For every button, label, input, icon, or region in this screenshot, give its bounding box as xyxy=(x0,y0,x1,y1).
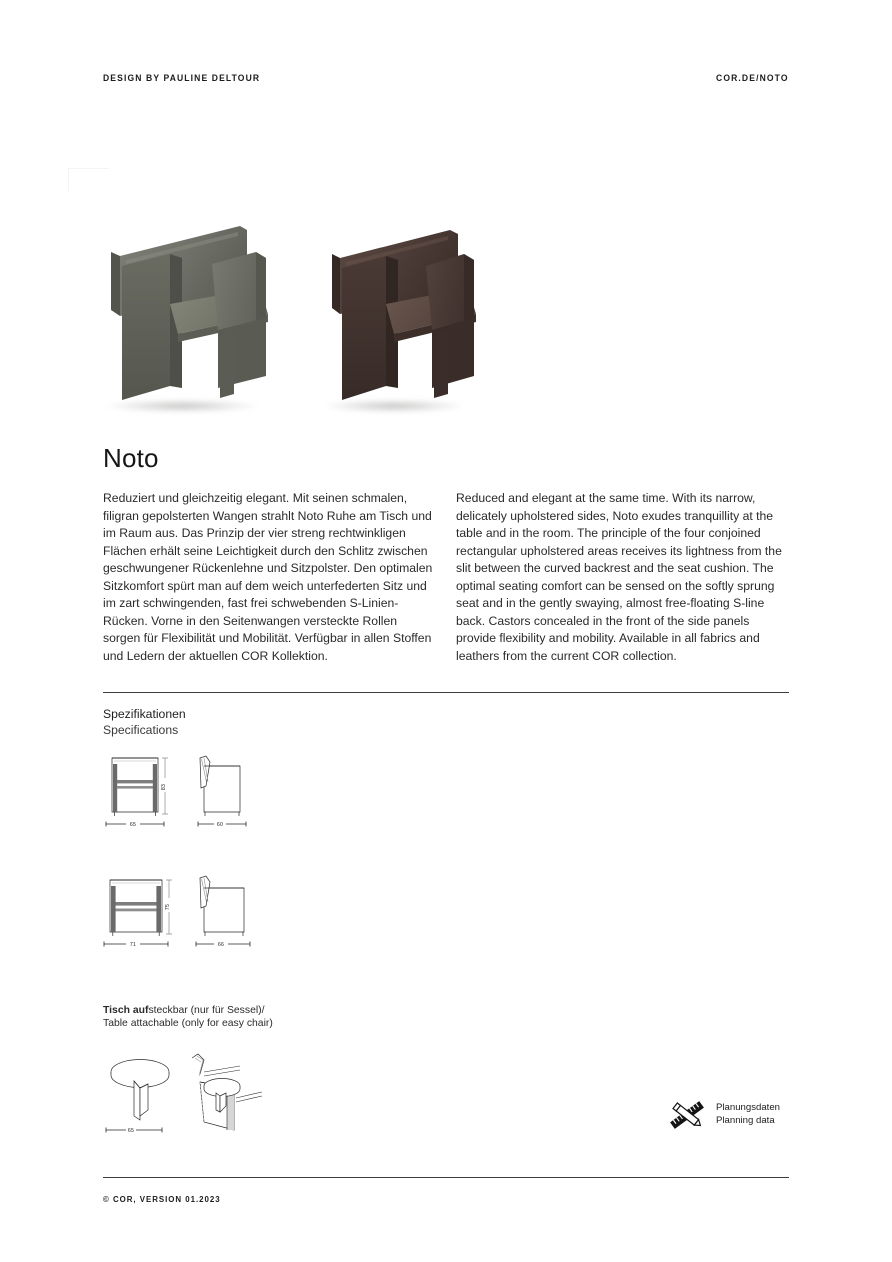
page-title: Noto xyxy=(103,443,159,473)
table-attach-label xyxy=(103,1004,273,1031)
dimension-drawing-row-1 xyxy=(100,752,280,839)
specifications-heading xyxy=(103,707,186,738)
table-attach-rest: steckbar (nur für Sessel)/ xyxy=(148,1005,265,1016)
chair-dimensions-small xyxy=(100,752,280,834)
product-photos xyxy=(100,215,520,415)
table-attach-label-de xyxy=(103,1004,273,1017)
dimension-width-2: 71 xyxy=(129,942,137,948)
footer-divider xyxy=(103,1177,789,1178)
table-attach-label-en: Table attachable (only for easy chair) xyxy=(103,1018,273,1030)
noto-chair-fabric-illustration xyxy=(100,218,276,410)
pencil-ruler-icon xyxy=(668,1098,706,1132)
designer-credit: DESIGN BY PAULINE DELTOUR xyxy=(103,73,261,84)
noto-chair-leather-illustration xyxy=(322,224,482,410)
specifications-heading-en: Specifications xyxy=(103,722,179,737)
photo-noto-chair-leather xyxy=(322,224,482,415)
specifications-divider xyxy=(103,692,789,693)
dimension-height-1: 83 xyxy=(161,783,167,791)
chair-shadow xyxy=(324,399,464,413)
planning-data-label-en: Planning data xyxy=(716,1115,775,1126)
page-header xyxy=(103,73,789,84)
copyright-notice: © COR, VERSION 01.2023 xyxy=(103,1194,221,1204)
dimension-table-width: 65 xyxy=(127,1128,135,1134)
table-attachment-drawing xyxy=(100,1048,280,1144)
dimension-height-2: 75 xyxy=(165,903,171,911)
website-link[interactable]: COR.DE/NOTO xyxy=(716,73,789,84)
planning-data-label-de: Planungsdaten xyxy=(716,1102,781,1114)
description-german: Reduziert und gleichzeitig elegant. Mit seinen schmalen, filigran gepolsterten Wangen strahlt Noto Ruhe am Tisch und im Raum aus. Das Prinzip der vier streng rechtwinkligen Flächen erhält seine Leichtigkeit durch den Schlitz zwischen geschwungener Rückenlehne und Sitzpolster. Den optimalen Sitzkomfort spürt man auf dem weich unterfederten Sitz und im zart schwingenden, fast frei schwebenden S-Linien-Rücken. Vorne in den Seitenwangen versteckte Rollen sorgen für Flexibilität und Mobilität. Verfügbar in allen Stoffen und Ledern der aktuellen COR Kollektion. xyxy=(103,491,433,663)
dimension-drawing-row-3 xyxy=(100,1048,280,1149)
chair-dimensions-large xyxy=(100,872,280,954)
dimension-depth-1: 60 xyxy=(216,822,224,828)
specifications-heading-de: Spezifikationen xyxy=(103,707,186,721)
table-attach-bold: Tisch auf xyxy=(103,1005,149,1016)
registration-mark xyxy=(68,168,109,191)
dimension-drawing-row-2 xyxy=(100,872,280,959)
chair-shadow xyxy=(106,399,258,413)
dimension-width-1: 65 xyxy=(129,822,137,828)
planning-data-block[interactable] xyxy=(668,1098,780,1132)
dimension-depth-2: 66 xyxy=(217,942,225,948)
planning-data-text xyxy=(716,1102,780,1127)
photo-noto-chair-fabric xyxy=(100,218,276,415)
description-english: Reduced and elegant at the same time. With its narrow, delicately upholstered sides, Noto exudes tranquillity at the table and in the room. The principle of the four conjoined rectangular upholstered areas receives its lightness from the slit between the curved backrest and the seat cushion. The optimal seating comfort can be sensed on the softly sprung seat and in the gently swaying, almost free-floating S-line back. Castors concealed in the front of the side panels provide flexibility and mobility. Available in all fabrics and leathers from the current COR collection. xyxy=(456,491,782,663)
